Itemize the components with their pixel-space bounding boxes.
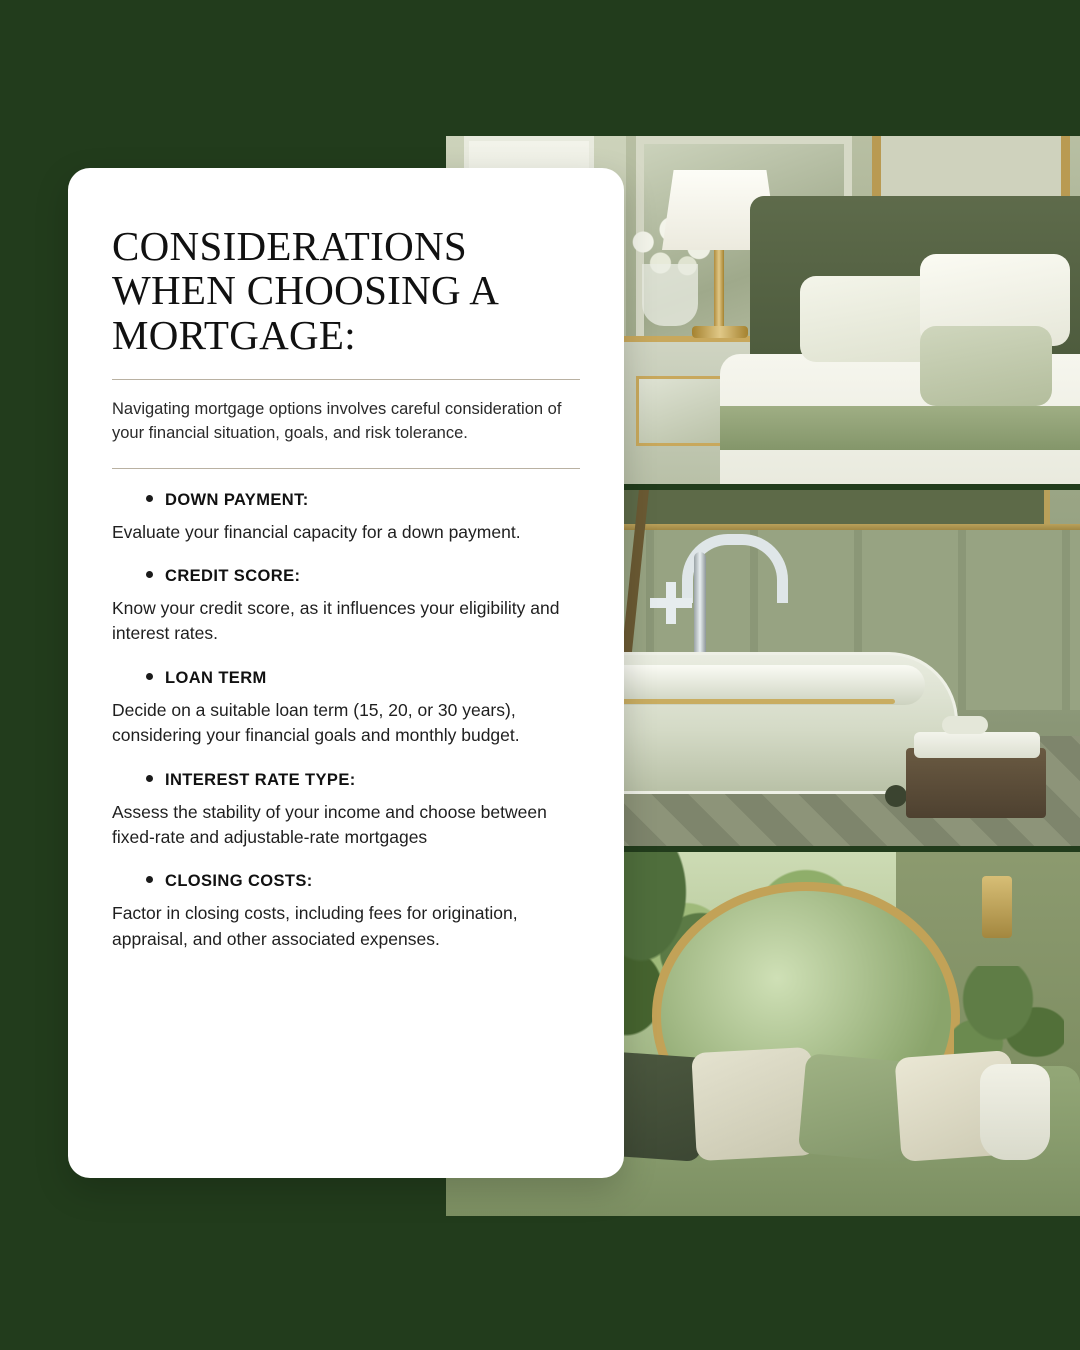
- intro-text: Navigating mortgage options involves careful consideration of your financial situation, goals, and risk tolerance.: [112, 399, 562, 442]
- bullet-row: [146, 567, 580, 586]
- page-title: CONSIDERATIONS WHEN CHOOSING A MORTGAGE:: [112, 223, 497, 358]
- item-label: CREDIT SCORE:: [165, 567, 301, 586]
- bedroom-pillow-accent: [920, 326, 1052, 406]
- bedroom-vase: [642, 264, 698, 326]
- bullet-dot-icon: [146, 495, 153, 502]
- bullet-dot-icon: [146, 775, 153, 782]
- item-label: LOAN TERM: [165, 668, 267, 687]
- bathroom-faucet-stem: [694, 552, 706, 660]
- bullet-row: [146, 669, 580, 688]
- consideration-item: [112, 669, 580, 749]
- item-text: Factor in closing costs, including fees for origination, appraisal, and other associated expenses.: [112, 903, 518, 949]
- bullet-dot-icon: [146, 673, 153, 680]
- consideration-item: [112, 567, 580, 647]
- item-text: Decide on a suitable loan term (15, 20, or 30 years), considering your financial goals and monthly budget.: [112, 699, 520, 746]
- divider-bottom: [112, 468, 580, 469]
- content-card: [68, 168, 624, 1178]
- bullet-row: [146, 491, 580, 510]
- bullet-row: [146, 771, 580, 790]
- bedroom-bed-runner: [720, 406, 1080, 450]
- bullet-dot-icon: [146, 876, 153, 883]
- item-label: CLOSING COSTS:: [165, 872, 313, 891]
- bedroom-lamp-base: [692, 326, 748, 338]
- bathroom-tub-foot-right: [885, 785, 907, 807]
- living-room-cushion-3: [691, 1047, 816, 1161]
- bedroom-pillow-back: [800, 276, 940, 362]
- item-label: INTEREST RATE TYPE:: [165, 770, 356, 789]
- bathroom-soap: [942, 716, 988, 734]
- consideration-item: [112, 872, 580, 952]
- bathroom-towel: [914, 732, 1040, 758]
- consideration-item: [112, 491, 580, 545]
- item-text: Assess the stability of your income and choose between fixed-rate and adjustable-rate mortgages: [112, 801, 547, 847]
- bathroom-faucet-handle: [650, 582, 692, 624]
- living-room-vase: [980, 1064, 1050, 1160]
- consideration-item: [112, 771, 580, 851]
- bullet-row: [146, 872, 580, 891]
- bathroom-stool: [906, 748, 1046, 818]
- item-text: Evaluate your financial capacity for a down payment.: [112, 521, 521, 542]
- item-text: Know your credit score, as it influences your eligibility and interest rates.: [112, 598, 560, 644]
- living-room-sconce-right: [982, 876, 1012, 938]
- bedroom-lamp-stem: [714, 250, 724, 330]
- bullet-dot-icon: [146, 571, 153, 578]
- divider-top: [112, 379, 580, 380]
- item-label: DOWN PAYMENT:: [165, 490, 309, 509]
